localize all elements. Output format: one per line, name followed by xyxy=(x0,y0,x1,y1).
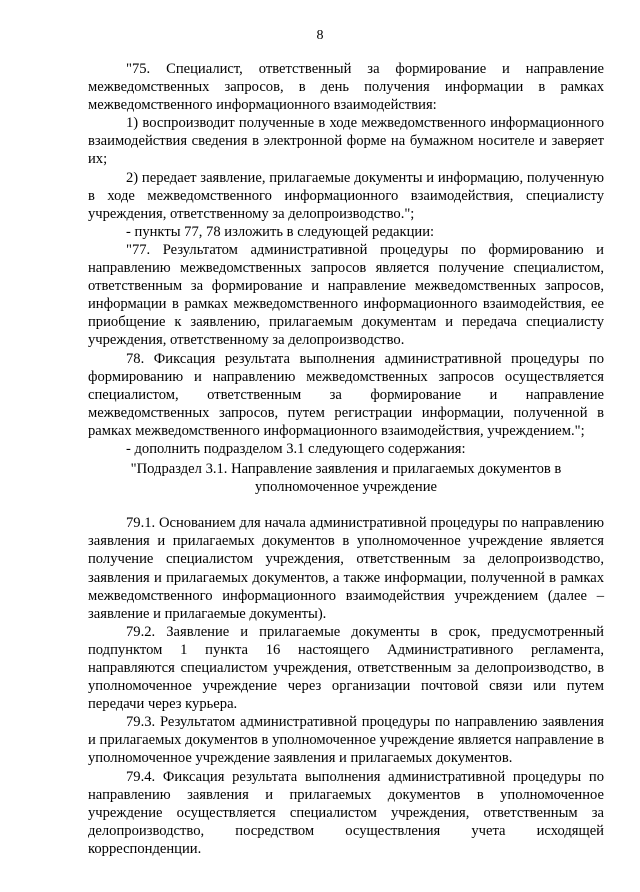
paragraph-75-item-1: 1) воспроизводит полученные в ходе межведомственного информационного взаимодействия сведения в электронной форме на бумажном носителе и заверяет их; xyxy=(88,115,604,168)
paragraph-79-3: 79.3. Результатом административной процедуры по направлению заявления и прилагаемых документов в уполномоченное учреждение является направление в уполномоченное учреждение заявления и прилагаемых документов. xyxy=(88,714,604,767)
paragraph-79-4: 79.4. Фиксация результата выполнения административной процедуры по направлению заявления и прилагаемых документов в уполномоченное учреждение осуществляется специалистом учреждения, ответственным за делопроизводство, посредством осуществления учета исходящей корреспонденции. xyxy=(88,768,604,857)
paragraph-79-2: 79.2. Заявление и прилагаемые документы в срок, предусмотренный подпунктом 1 пункта 16 настоящего Административного регламента, направляются специалистом учреждения, ответственным за делопроизводство, в уполномоченное учреждение через организации почтовой связи или путем передачи через курьера. xyxy=(88,623,604,713)
page-number: 8 xyxy=(316,28,324,43)
paragraph-77: "77. Результатом административной процедуры по формированию и направлению межведомственных запросов является получение специалистом, ответственным за формирование и направление межведомственных запросов, информации в рамках межведомственного информационного взаимодействия, ее приобщение к заявлению, прилагаемым документам и передача специалисту учреждения, ответственному за делопроизводство. xyxy=(88,241,604,349)
paragraph-79-1: 79.1. Основанием для начала административной процедуры по направлению заявления и прилагаемых документов в уполномоченное учреждение является получение специалистом учреждения, ответственным за делопроизводство, заявления и прилагаемых документов, а также информации, полученной в рамках межведомственного информационного взаимодействия учреждением (далее – заявление и прилагаемые документы). xyxy=(88,515,604,622)
amendment-instruction-77-78: - пункты 77, 78 изложить в следующей редакции: xyxy=(126,223,435,240)
paragraph-75: "75. Специалист, ответственный за формирование и направление межведомственных запросов, в день получения информации в рамках межведомственного информационного взаимодействия: xyxy=(88,61,604,114)
subsection-heading: "Подраздел 3.1. Направление заявления и прилагаемых документов в уполномоченное учреждение xyxy=(130,461,562,496)
amendment-instruction-3-1: - дополнить подразделом 3.1 следующего содержания: xyxy=(126,440,466,457)
paragraph-75-item-2: 2) передает заявление, прилагаемые документы и информацию, полученную в ходе межведомственного информационного взаимодействия, специалисту учреждения, ответственному за делопроизводство."; xyxy=(88,169,604,222)
document-body xyxy=(88,60,604,858)
paragraph-78: 78. Фиксация результата выполнения административной процедуры по формированию и направлению межведомственных запросов осуществляется специалистом, ответственным за формирование и направление межведомственных запросов, путем регистрации информации, полученной в рамках межведомственного информационного взаимодействия, учреждением."; xyxy=(88,350,604,439)
